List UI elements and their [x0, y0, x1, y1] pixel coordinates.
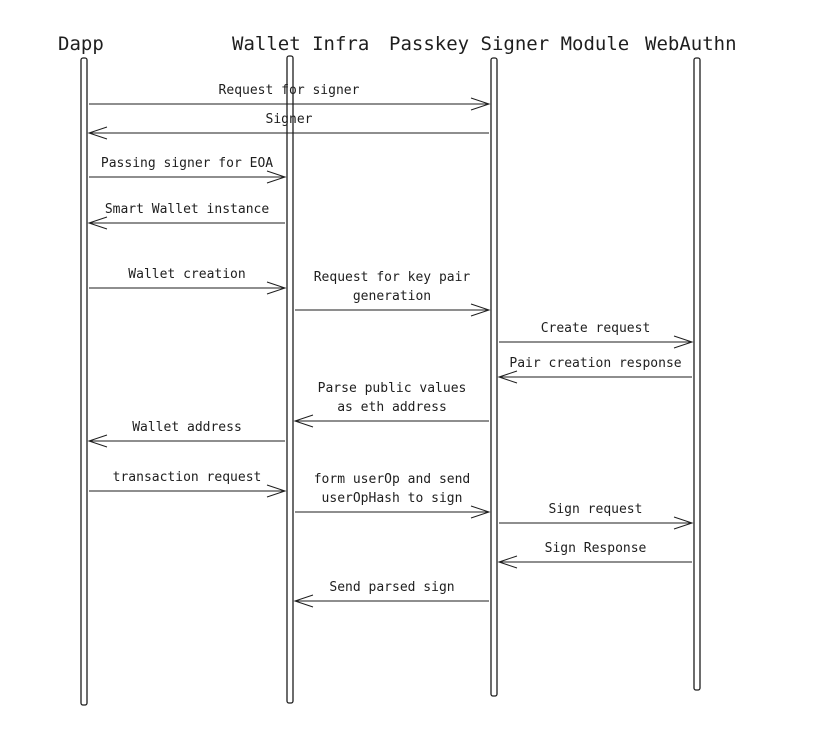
- actor-labels: [58, 33, 737, 55]
- message-label: form userOp and send: [313, 472, 471, 487]
- message-label: generation: [352, 289, 432, 304]
- message-15: [295, 580, 489, 607]
- lifeline-dapp: [81, 58, 87, 705]
- message-label: Signer: [265, 112, 313, 127]
- message-14: [499, 541, 692, 568]
- message-label: Smart Wallet instance: [104, 202, 270, 217]
- message-label: transaction request: [112, 470, 262, 485]
- message-label: Wallet address: [132, 420, 242, 435]
- lifeline-wallet: [287, 56, 293, 703]
- message-label: as eth address: [337, 400, 447, 415]
- actor-label-dapp: Dapp: [58, 33, 104, 55]
- message-8: [499, 356, 692, 383]
- message-label: Create request: [540, 321, 651, 336]
- message-label: Parse public values: [317, 381, 467, 396]
- lifeline-passkey: [491, 58, 497, 696]
- message-13: [499, 502, 692, 529]
- lifeline-webauthn: [694, 58, 700, 690]
- actor-label-passkey: Passkey Signer Module: [389, 33, 630, 55]
- message-4: [89, 202, 285, 229]
- message-9: [295, 381, 489, 427]
- message-label: Send parsed sign: [329, 580, 455, 595]
- message-7: [499, 321, 692, 348]
- message-5: [89, 267, 285, 294]
- message-label: Request for key pair: [313, 270, 471, 285]
- message-label: Sign request: [548, 502, 643, 517]
- messages: [89, 83, 692, 607]
- message-label: Request for signer: [218, 83, 360, 98]
- message-label: userOpHash to sign: [321, 491, 463, 506]
- message-label: Sign Response: [544, 541, 647, 556]
- message-3: [89, 156, 285, 183]
- message-6: [295, 270, 489, 316]
- message-label: Pair creation response: [509, 356, 682, 371]
- message-label: Passing signer for EOA: [100, 156, 274, 171]
- message-10: [89, 420, 285, 447]
- message-label: Wallet creation: [128, 267, 246, 282]
- message-11: [89, 470, 285, 497]
- actor-label-webauthn: WebAuthn: [645, 33, 737, 55]
- actor-label-wallet: Wallet Infra: [232, 33, 370, 55]
- message-12: [295, 472, 489, 518]
